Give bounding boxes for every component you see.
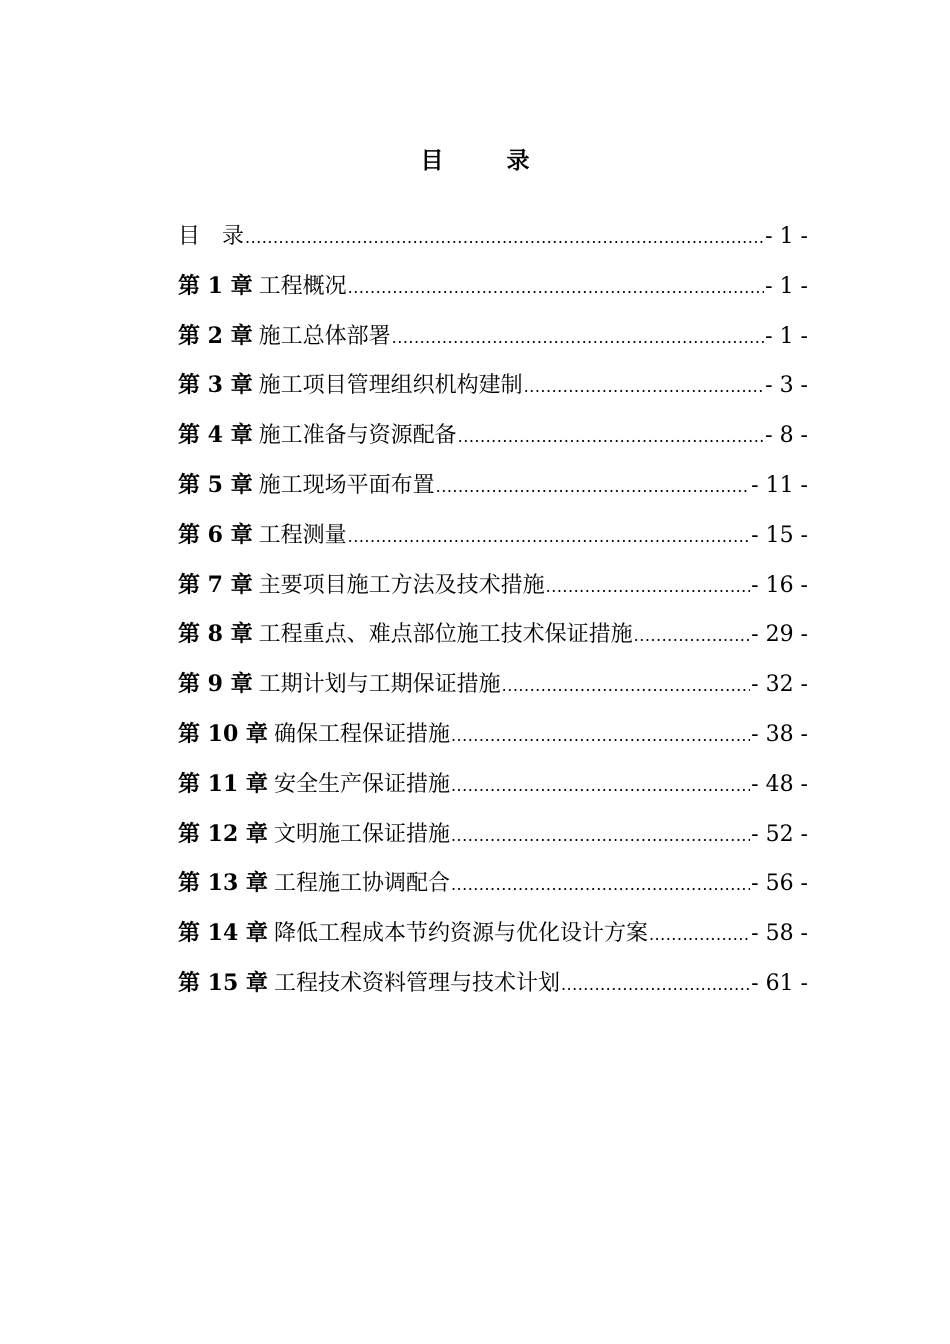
toc-entry-title: 施工总体部署 bbox=[258, 323, 391, 349]
toc-entry[interactable] bbox=[178, 461, 808, 511]
toc-entry-title: 施工项目管理组织机构建制 bbox=[258, 373, 523, 399]
toc-page-number: - 15 - bbox=[751, 522, 808, 548]
toc-entry[interactable] bbox=[178, 312, 808, 362]
toc-entry-title: 确保工程保证措施 bbox=[273, 721, 450, 747]
toc-entry[interactable] bbox=[178, 561, 808, 611]
toc-entry[interactable] bbox=[178, 411, 808, 461]
toc-entry[interactable] bbox=[178, 760, 808, 810]
toc-entry[interactable] bbox=[178, 212, 808, 262]
toc-entry-title: 降低工程成本节约资源与优化设计方案 bbox=[273, 921, 648, 947]
toc-chapter-number: 第 3 章 bbox=[178, 372, 253, 399]
toc-page-number: - 1 - bbox=[765, 224, 808, 249]
toc-chapter-number: 第 5 章 bbox=[178, 471, 253, 498]
toc-chapter-number: 第 15 章 bbox=[178, 969, 268, 996]
toc-heading: 目 录 bbox=[420, 147, 550, 174]
toc-entry-title: 工程概况 bbox=[258, 273, 347, 299]
toc-chapter-number: 第 9 章 bbox=[178, 671, 253, 698]
toc-entry[interactable] bbox=[178, 810, 808, 860]
toc-chapter-number: 第 7 章 bbox=[178, 571, 253, 598]
toc-dot-leader bbox=[502, 661, 750, 711]
toc-page-number: - 1 - bbox=[765, 273, 808, 299]
toc-page-number: - 16 - bbox=[751, 572, 808, 598]
toc-entry[interactable] bbox=[178, 859, 808, 909]
toc-entry[interactable] bbox=[178, 660, 808, 710]
toc-entry[interactable] bbox=[178, 262, 808, 312]
toc-chapter-number: 第 8 章 bbox=[178, 621, 253, 648]
toc-dot-leader bbox=[634, 611, 750, 661]
toc-dot-leader bbox=[245, 213, 764, 263]
toc-page-number: - 3 - bbox=[765, 373, 808, 399]
toc-page-number: - 11 - bbox=[751, 472, 808, 498]
toc-entry[interactable] bbox=[178, 710, 808, 760]
toc-entry[interactable] bbox=[178, 909, 808, 959]
toc-entry-title: 主要项目施工方法及技术措施 bbox=[258, 572, 545, 598]
toc-dot-leader bbox=[348, 512, 750, 562]
toc-list bbox=[178, 212, 808, 1009]
toc-chapter-number: 第 6 章 bbox=[178, 521, 253, 548]
toc-page-number: - 29 - bbox=[751, 622, 808, 648]
toc-dot-leader bbox=[649, 910, 750, 960]
toc-entry-title: 工程测量 bbox=[258, 522, 347, 548]
toc-entry[interactable] bbox=[178, 959, 808, 1009]
toc-page-number: - 32 - bbox=[751, 672, 808, 698]
toc-entry-title: 工程施工协调配合 bbox=[273, 871, 450, 897]
toc-entry-title: 施工准备与资源配备 bbox=[258, 423, 457, 449]
toc-entry-title: 工程技术资料管理与技术计划 bbox=[273, 970, 560, 996]
toc-page-number: - 58 - bbox=[751, 921, 808, 947]
toc-dot-leader bbox=[524, 362, 764, 412]
toc-chapter-number: 第 13 章 bbox=[178, 870, 268, 897]
toc-chapter-number: 第 2 章 bbox=[178, 322, 253, 349]
toc-chapter-number: 第 10 章 bbox=[178, 720, 268, 747]
toc-entry-title: 施工现场平面布置 bbox=[258, 472, 435, 498]
toc-page-number: - 48 - bbox=[751, 771, 808, 797]
toc-page-number: - 56 - bbox=[751, 871, 808, 897]
toc-entry[interactable] bbox=[178, 610, 808, 660]
toc-dot-leader bbox=[451, 761, 750, 811]
toc-chapter-number: 第 11 章 bbox=[178, 770, 268, 797]
toc-dot-leader bbox=[348, 263, 764, 313]
toc-entry-title: 工程重点、难点部位施工技术保证措施 bbox=[258, 622, 633, 648]
toc-dot-leader bbox=[392, 313, 764, 363]
toc-chapter-number: 第 14 章 bbox=[178, 920, 268, 947]
toc-chapter-number: 第 1 章 bbox=[178, 272, 253, 299]
toc-entry[interactable] bbox=[178, 511, 808, 561]
toc-dot-leader bbox=[436, 462, 750, 512]
toc-entry-title: 工期计划与工期保证措施 bbox=[258, 672, 501, 698]
toc-dot-leader bbox=[458, 412, 764, 462]
toc-chapter-number: 第 12 章 bbox=[178, 820, 268, 847]
toc-dot-leader bbox=[561, 960, 750, 1010]
toc-page-number: - 52 - bbox=[751, 821, 808, 847]
toc-chapter-number: 第 4 章 bbox=[178, 422, 253, 449]
toc-entry[interactable] bbox=[178, 361, 808, 411]
toc-page-number: - 61 - bbox=[751, 970, 808, 996]
toc-dot-leader bbox=[451, 860, 750, 910]
toc-dot-leader bbox=[451, 711, 750, 761]
toc-page-number: - 38 - bbox=[751, 721, 808, 747]
toc-page-number: - 1 - bbox=[765, 323, 808, 349]
toc-dot-leader bbox=[546, 562, 750, 612]
toc-page-number: - 8 - bbox=[765, 423, 808, 449]
toc-dot-leader bbox=[451, 811, 750, 861]
toc-entry-title: 目 录 bbox=[178, 224, 245, 249]
toc-entry-title: 安全生产保证措施 bbox=[273, 771, 450, 797]
toc-entry-title: 文明施工保证措施 bbox=[273, 821, 450, 847]
